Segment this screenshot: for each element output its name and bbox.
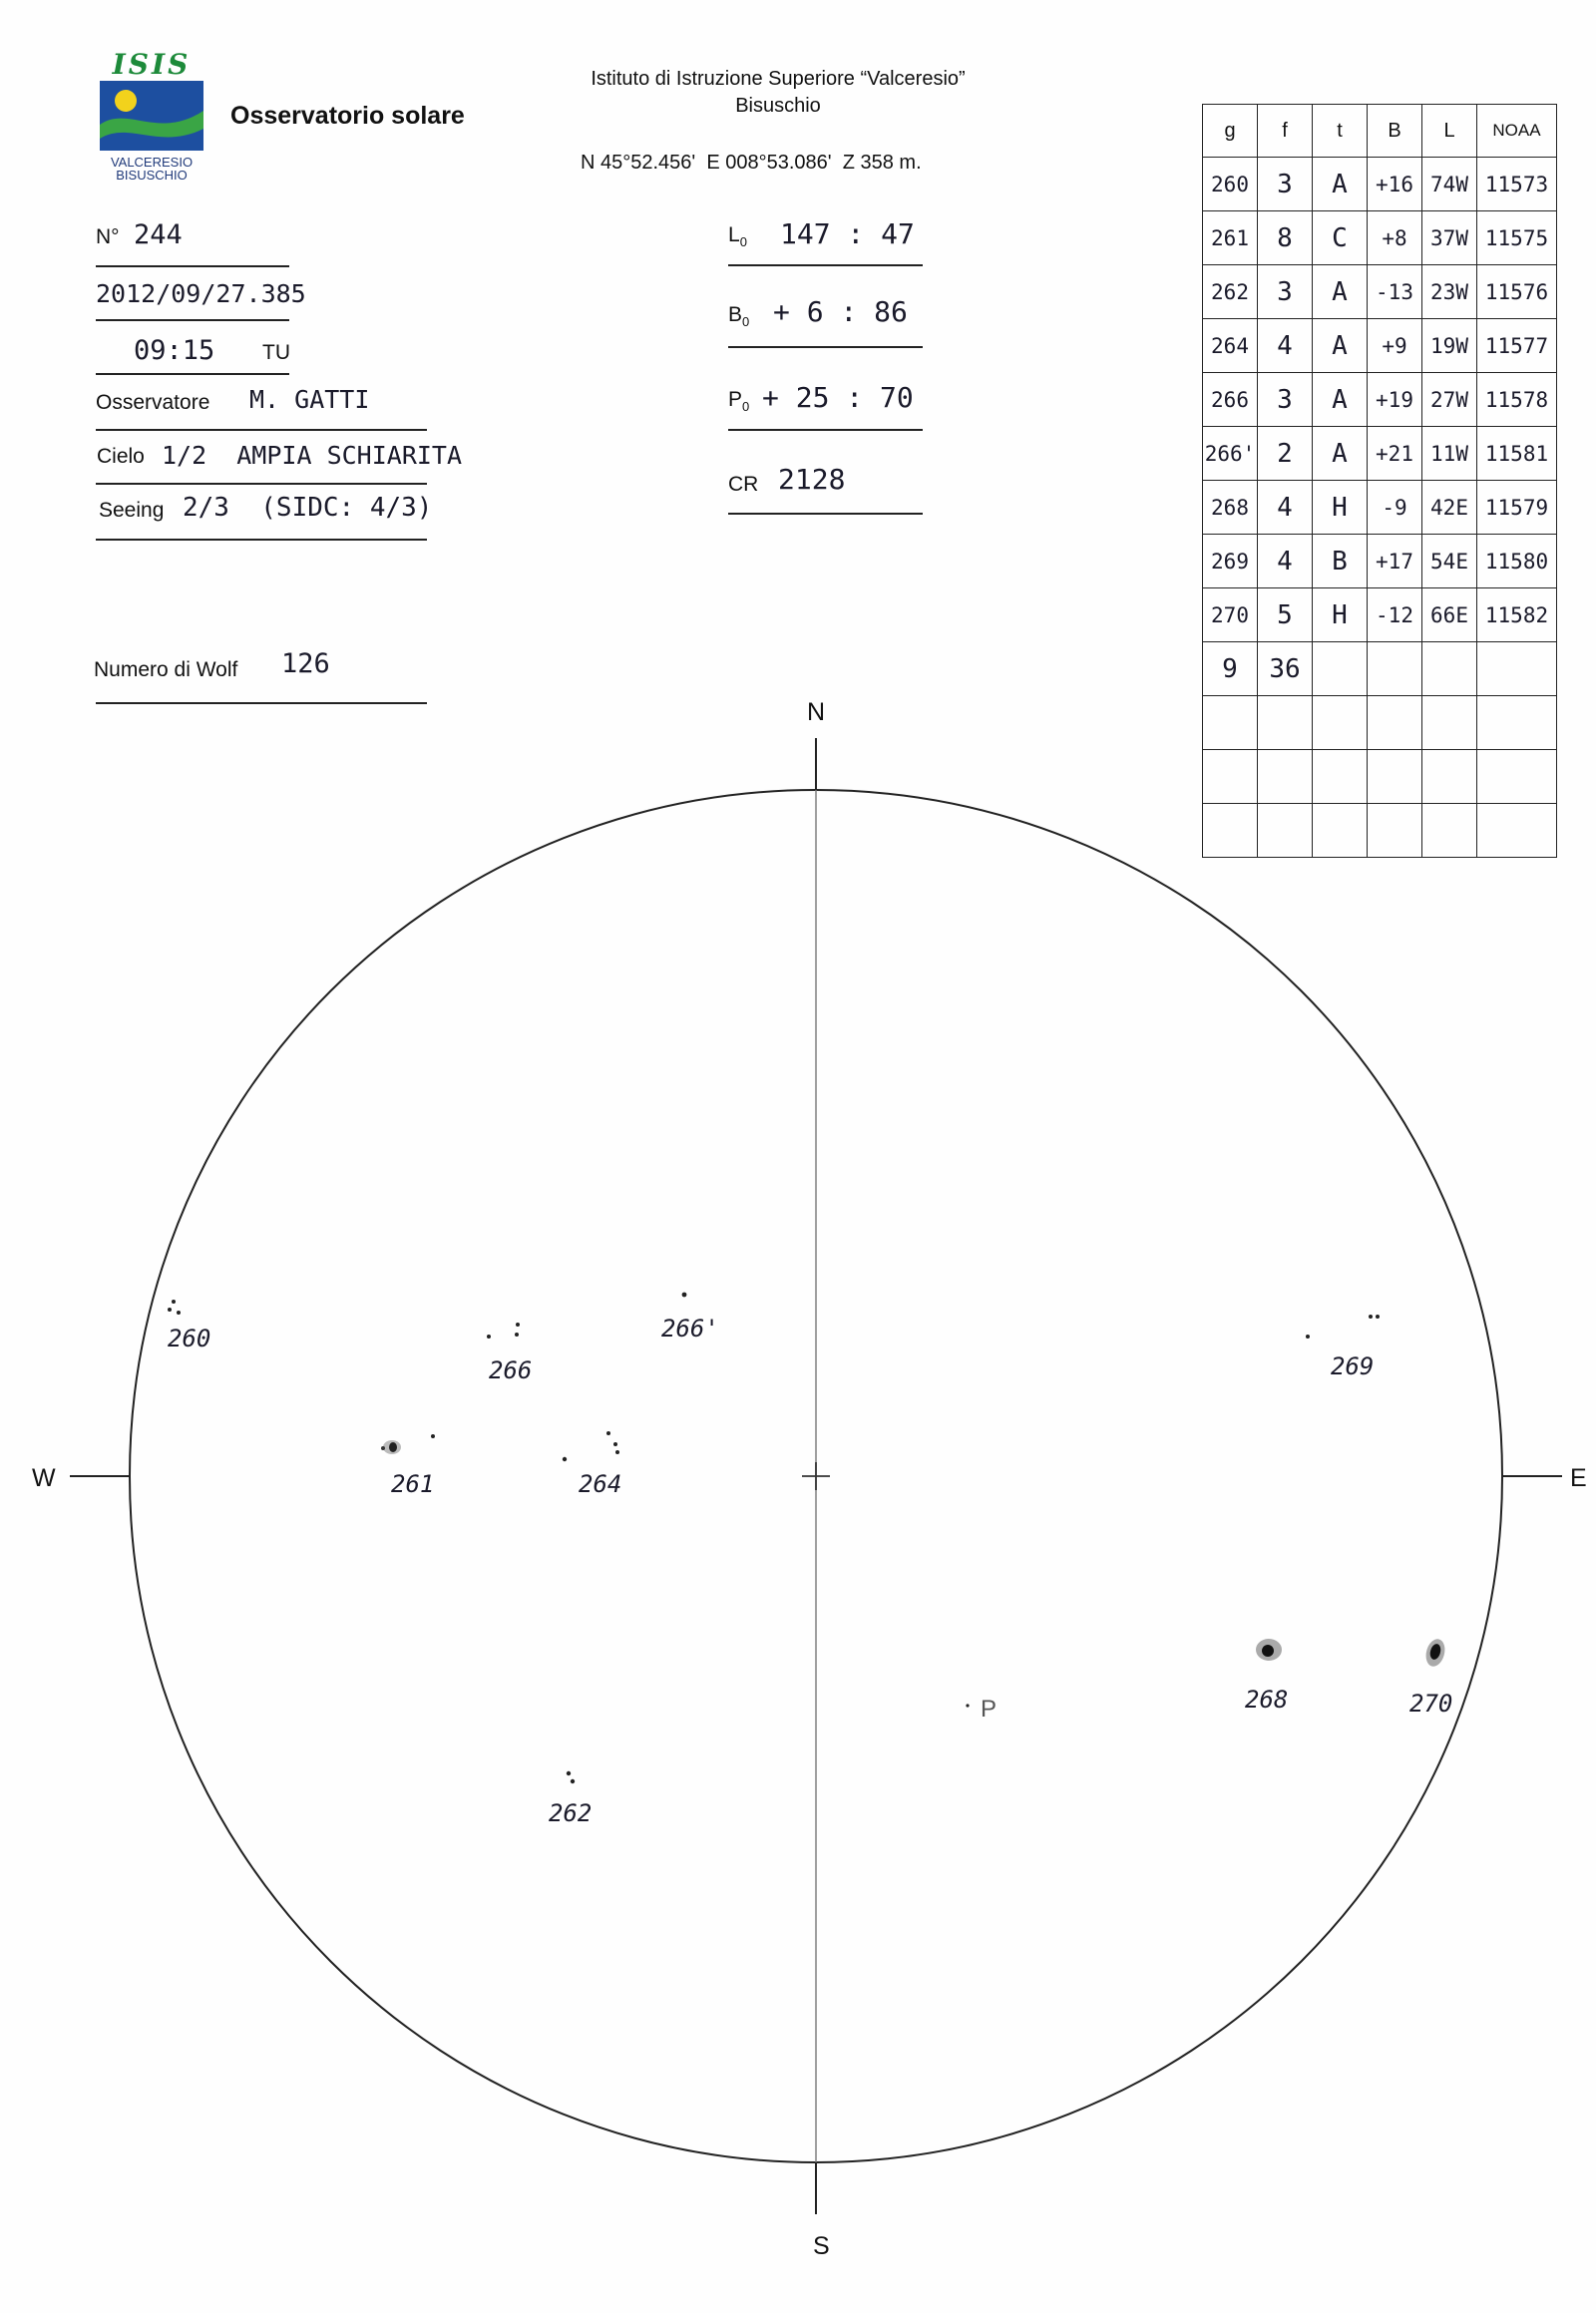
table-cell: 3 [1258, 373, 1313, 427]
l0-value: 147 : 47 [780, 217, 915, 250]
table-cell: 11576 [1477, 265, 1557, 319]
table-total-cell: 36 [1258, 642, 1313, 696]
wolf-number: 126 [281, 648, 330, 679]
table-cell: 11580 [1477, 535, 1557, 588]
p0-label: $P_0$ [728, 388, 750, 415]
table-cell: +16 [1368, 158, 1422, 211]
table-header-cell: L [1422, 105, 1477, 158]
spot-261 [381, 1440, 401, 1454]
spot-270 [1423, 1637, 1448, 1669]
group-label-262: 262 [549, 1799, 593, 1827]
p0-value: + 25 : 70 [762, 381, 914, 414]
table-cell: 27W [1422, 373, 1477, 427]
table-cell: H [1313, 588, 1368, 642]
table-cell: 4 [1258, 481, 1313, 535]
table-cell: 11582 [1477, 588, 1557, 642]
institute-line-1: Istituto di Istruzione Superiore “Valceresio” [591, 68, 966, 90]
table-cell: 270 [1203, 588, 1258, 642]
page-title: Osservatorio solare [230, 102, 465, 130]
table-cell: 2 [1258, 427, 1313, 481]
table-header-cell: f [1258, 105, 1313, 158]
logo-line-2: BISUSCHIO [116, 168, 188, 183]
table-cell: A [1313, 158, 1368, 211]
direction-west: W [32, 1464, 56, 1492]
direction-south: S [813, 2232, 830, 2260]
table-cell: A [1313, 427, 1368, 481]
cr-label: CR [728, 473, 759, 496]
logo-line-1: VALCERESIO [110, 155, 194, 170]
sky-value: 1/2 AMPIA SCHIARITA [162, 441, 463, 470]
table-cell: 266 [1203, 373, 1258, 427]
record-number: 244 [134, 219, 183, 250]
table-cell: 11578 [1477, 373, 1557, 427]
direction-north: N [807, 698, 826, 726]
b0-value: + 6 : 86 [773, 295, 908, 328]
group-label-270: 270 [1409, 1690, 1453, 1718]
table-cell: 3 [1258, 265, 1313, 319]
table-cell: 269 [1203, 535, 1258, 588]
table-cell: H [1313, 481, 1368, 535]
table-cell: 66E [1422, 588, 1477, 642]
group-label-269: 269 [1331, 1352, 1375, 1380]
group-label-264: 264 [579, 1470, 622, 1498]
table-cell: 8 [1258, 211, 1313, 265]
table-cell: 11581 [1477, 427, 1557, 481]
table-cell: 19W [1422, 319, 1477, 373]
table-cell: 3 [1258, 158, 1313, 211]
table-cell: 11573 [1477, 158, 1557, 211]
table-cell: 268 [1203, 481, 1258, 535]
observer-name: M. GATTI [249, 385, 370, 414]
record-number-label: N° [96, 225, 120, 248]
table-cell: 37W [1422, 211, 1477, 265]
table-cell: 266' [1203, 427, 1258, 481]
table-cell: A [1313, 373, 1368, 427]
record-date: 2012/09/27.385 [96, 279, 306, 308]
institute-line-2: Bisuschio [735, 95, 821, 117]
seeing-value: 2/3 (SIDC: 4/3) [183, 493, 433, 523]
observatory-coordinates: N 45°52.456' E 008°53.086' Z 358 m. [581, 152, 922, 174]
table-cell: 54E [1422, 535, 1477, 588]
record-time: 09:15 [134, 335, 215, 366]
table-cell: 262 [1203, 265, 1258, 319]
table-header-cell: B [1368, 105, 1422, 158]
table-cell: A [1313, 265, 1368, 319]
group-label-268: 268 [1245, 1686, 1289, 1714]
sunspot-dots [168, 1293, 1380, 1784]
l0-label: $L_0$ [728, 223, 747, 250]
table-cell: 261 [1203, 211, 1258, 265]
spot-268 [1256, 1639, 1282, 1661]
b0-label: $B_0$ [728, 303, 750, 330]
table-cell: 4 [1258, 319, 1313, 373]
group-label-261: 261 [391, 1470, 435, 1498]
table-cell: 23W [1422, 265, 1477, 319]
table-cell: 11579 [1477, 481, 1557, 535]
table-cell: -12 [1368, 588, 1422, 642]
table-cell: 74W [1422, 158, 1477, 211]
table-total-cell: 9 [1203, 642, 1258, 696]
record-time-unit: TU [262, 341, 290, 364]
table-cell: +21 [1368, 427, 1422, 481]
wolf-number-label: Numero di Wolf [94, 658, 238, 681]
table-cell: +17 [1368, 535, 1422, 588]
table-header-cell: NOAA [1477, 105, 1557, 158]
group-label-266-prime: 266' [661, 1315, 719, 1343]
table-cell: +19 [1368, 373, 1422, 427]
group-label-266: 266 [489, 1356, 533, 1384]
table-cell: C [1313, 211, 1368, 265]
table-cell: 5 [1258, 588, 1313, 642]
table-cell: 11W [1422, 427, 1477, 481]
table-cell: 11577 [1477, 319, 1557, 373]
table-cell: A [1313, 319, 1368, 373]
seeing-label: Seeing [99, 499, 165, 522]
logo-brand: ISIS [112, 48, 192, 81]
table-cell: 11575 [1477, 211, 1557, 265]
table-cell: B [1313, 535, 1368, 588]
table-cell: 42E [1422, 481, 1477, 535]
table-cell: -13 [1368, 265, 1422, 319]
table-cell: -9 [1368, 481, 1422, 535]
table-header-cell: g [1203, 105, 1258, 158]
table-header-cell: t [1313, 105, 1368, 158]
table-cell: +9 [1368, 319, 1422, 373]
cr-value: 2128 [778, 463, 846, 496]
pole-mark: P [981, 1696, 998, 1723]
table-cell: 264 [1203, 319, 1258, 373]
direction-east: E [1570, 1464, 1587, 1492]
group-label-260: 260 [168, 1325, 211, 1352]
table-cell: 4 [1258, 535, 1313, 588]
observer-label: Osservatore [96, 391, 210, 414]
sky-label: Cielo [97, 445, 145, 468]
table-cell: +8 [1368, 211, 1422, 265]
table-cell: 260 [1203, 158, 1258, 211]
